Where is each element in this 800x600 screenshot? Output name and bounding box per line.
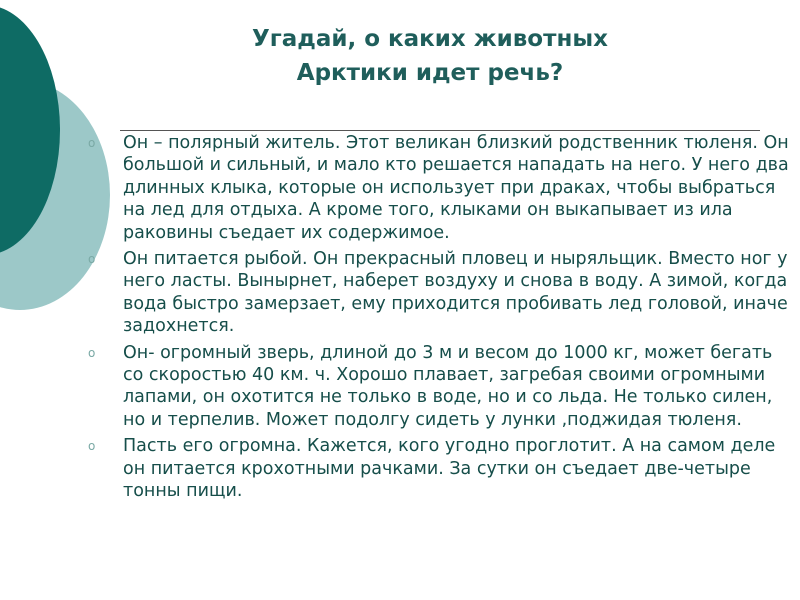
riddle-item-4	[88, 435, 793, 502]
bullet-circle-icon: o	[88, 345, 96, 360]
riddle-item-2	[88, 248, 793, 338]
bullet-circle-icon: o	[88, 252, 96, 267]
riddle-item-3	[88, 342, 793, 432]
bullet-circle-icon: o	[88, 136, 96, 150]
riddle-item-1	[88, 132, 793, 244]
slide-title-line-2: Арктики идет речь?	[296, 60, 564, 86]
riddle-text-1: Он – полярный житель. Этот великан близкий родственник тюленя. Он большой и сильный, и мало кто решается нападать на него. У него два длинных клыка, которые он использует при драках, чтобы выбраться на лед для отдыха. А кроме того, клыками он выкапывает из ила раковины съедает их содержимое.	[123, 133, 789, 243]
title-underline	[120, 130, 760, 131]
slide-title	[200, 22, 660, 90]
riddle-text-3: Он- огромный зверь, длиной до 3 м и весом до 1000 кг, может бегать со скоростью 40 км. ч. Хорошо плавает, загребая своими огромными лапами, он охотится не только в воде, но и со льда. Не только силен, но и терпелив. Может подолгу сидеть у лунки ,поджидая тюленя.	[123, 342, 773, 430]
slide-title-line-1: Угадай, о каких животных	[252, 26, 608, 52]
riddle-text-4: Пасть его огромна. Кажется, кого угодно проглотит. А на самом деле он питается крохотными рачками. За сутки он съедает две-четыре тонны пищи.	[123, 436, 776, 502]
riddle-text-2: Он питается рыбой. Он прекрасный пловец и ныряльщик. Вместо ног у него ласты. Вынырнет, наберет воздуху и снова в воду. А зимой, когда вода быстро замерзает, ему приходится пробивать лед головой, иначе задохнется.	[123, 249, 788, 337]
riddle-list	[88, 132, 793, 507]
bullet-circle-icon: o	[88, 439, 96, 454]
